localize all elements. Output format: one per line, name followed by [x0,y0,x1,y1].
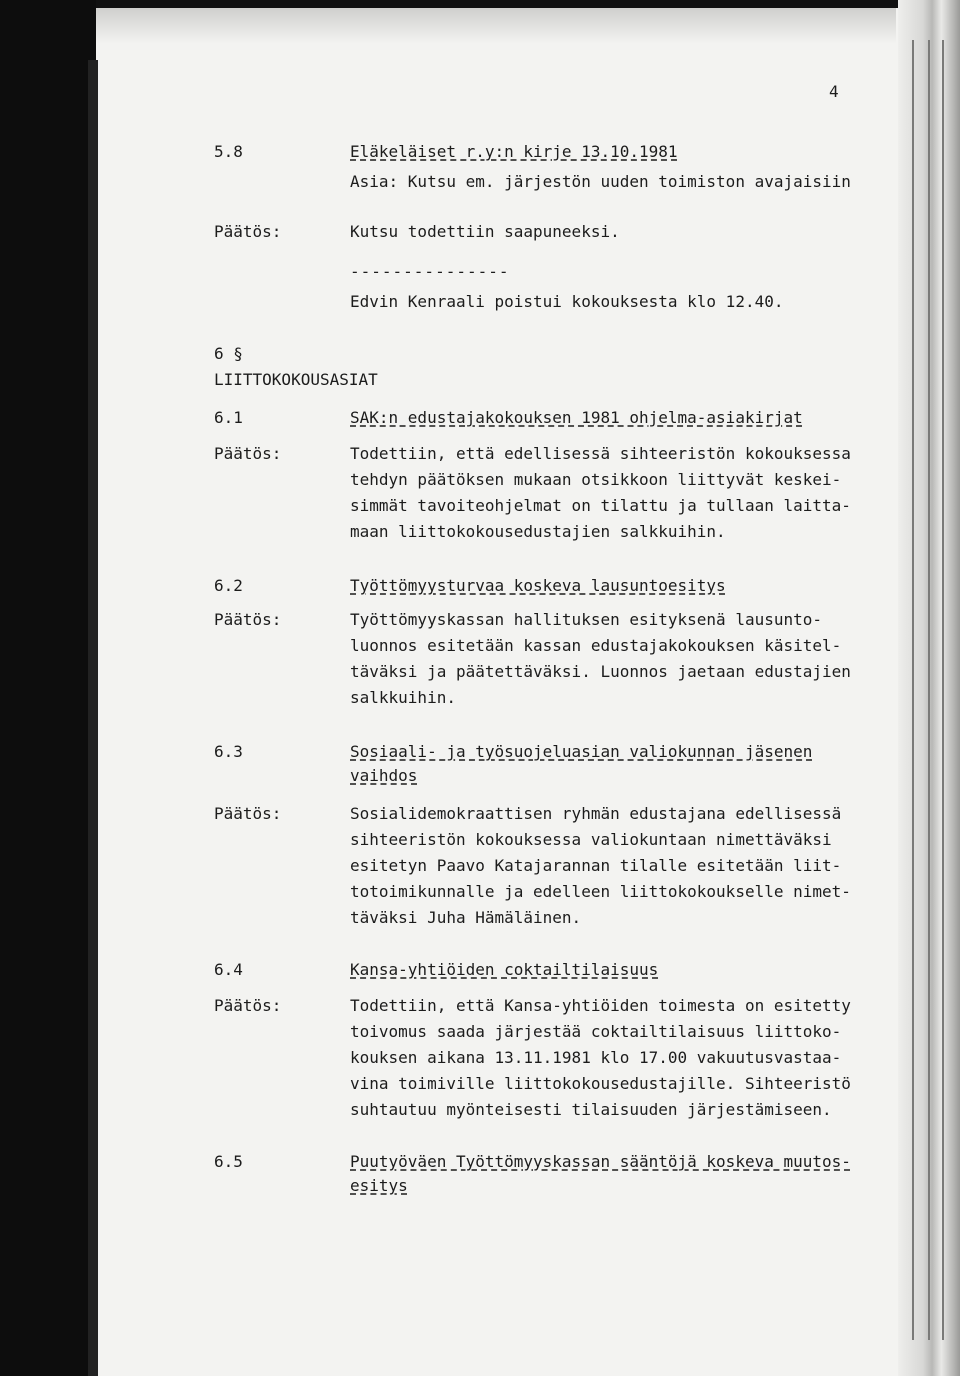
item-number: 6.3 [214,742,243,761]
item-number: 6.1 [214,408,243,427]
decision-line: Sosialidemokraattisen ryhmän edustajana edellisessä [350,804,842,823]
item-title: Työttömyysturvaa koskeva lausuntoesitys [350,576,726,595]
decision-line: totoimikunnalle ja edelleen liittokokoukselle nimet- [350,882,851,901]
separator-line: --------------- [350,262,510,281]
document-page [96,8,898,1376]
item-number: 6.2 [214,576,243,595]
decision-line: luonnos esitetään kassan edustajakokouksen käsitel- [350,636,842,655]
page-edge-line [942,40,944,1340]
decision-line: kouksen aikana 13.11.1981 klo 17.00 vakuutusvastaa- [350,1048,842,1067]
decision-line: salkkuihin. [350,688,456,707]
decision-line: täväksi Juha Hämäläinen. [350,908,582,927]
decision-line: Työttömyyskassan hallituksen esityksenä lausunto- [350,610,823,629]
decision-label: Päätös: [214,610,282,629]
decision-line: vina toimiville liittokokousedustajille. Sihteeristö [350,1074,851,1093]
note-text: Edvin Kenraali poistui kokouksesta klo 12.40. [350,292,784,311]
item-title: esitys [350,1176,408,1195]
decision-line: simmät tavoiteohjelmat on tilattu ja tullaan laitta- [350,496,851,515]
section-number: 6 § [214,344,243,363]
item-number: 6.5 [214,1152,243,1171]
decision-line: tehdyn päätöksen mukaan otsikkoon liittyvät keskei- [350,470,842,489]
decision-line: suhtautuu myönteisesti tilaisuuden järjestämiseen. [350,1100,832,1119]
item-title: Puutyöväen Työttömyyskassan sääntöjä koskeva muutos- [350,1152,851,1171]
item-number: 5.8 [214,142,243,161]
item-title: vaihdos [350,766,418,785]
decision-line: esitetyn Paavo Katajarannan tilalle esitetään liit- [350,856,842,875]
decision-line: täväksi ja päätettäväksi. Luonnos jaetaan edustajien [350,662,851,681]
decision-text: Kutsu todettiin saapuneeksi. [350,222,620,241]
section-title: LIITTOKOKOUSASIAT [214,370,378,389]
item-title: Kansa-yhtiöiden coktailtilaisuus [350,960,659,979]
decision-line: Todettiin, että Kansa-yhtiöiden toimesta on esitetty [350,996,851,1015]
decision-line: toivomus saada järjestää coktailtilaisuus liittoko- [350,1022,842,1041]
item-title: Eläkeläiset r.y:n kirje 13.10.1981 [350,142,678,161]
scan-border-left [0,0,96,1376]
page-number: 4 [829,82,839,101]
decision-label: Päätös: [214,804,282,823]
scan-border-top [0,0,960,8]
decision-label: Päätös: [214,222,282,241]
decision-line: Todettiin, että edellisessä sihteeristön kokouksessa [350,444,851,463]
decision-label: Päätös: [214,444,282,463]
page-edge-line [928,40,930,1340]
page-edge-line [912,40,914,1340]
decision-line: maan liittokokousedustajien salkkuihin. [350,522,726,541]
decision-line: sihteeristön kokouksessa valiokuntaan nimettäväksi [350,830,832,849]
item-title: SAK:n edustajakokouksen 1981 ohjelma-asiakirjat [350,408,803,427]
item-title: Sosiaali- ja työsuojeluasian valiokunnan jäsenen [350,742,813,761]
scan-page-edges [898,0,960,1376]
item-number: 6.4 [214,960,243,979]
item-subject: Asia: Kutsu em. järjestön uuden toimiston avajaisiin [350,172,851,191]
decision-label: Päätös: [214,996,282,1015]
